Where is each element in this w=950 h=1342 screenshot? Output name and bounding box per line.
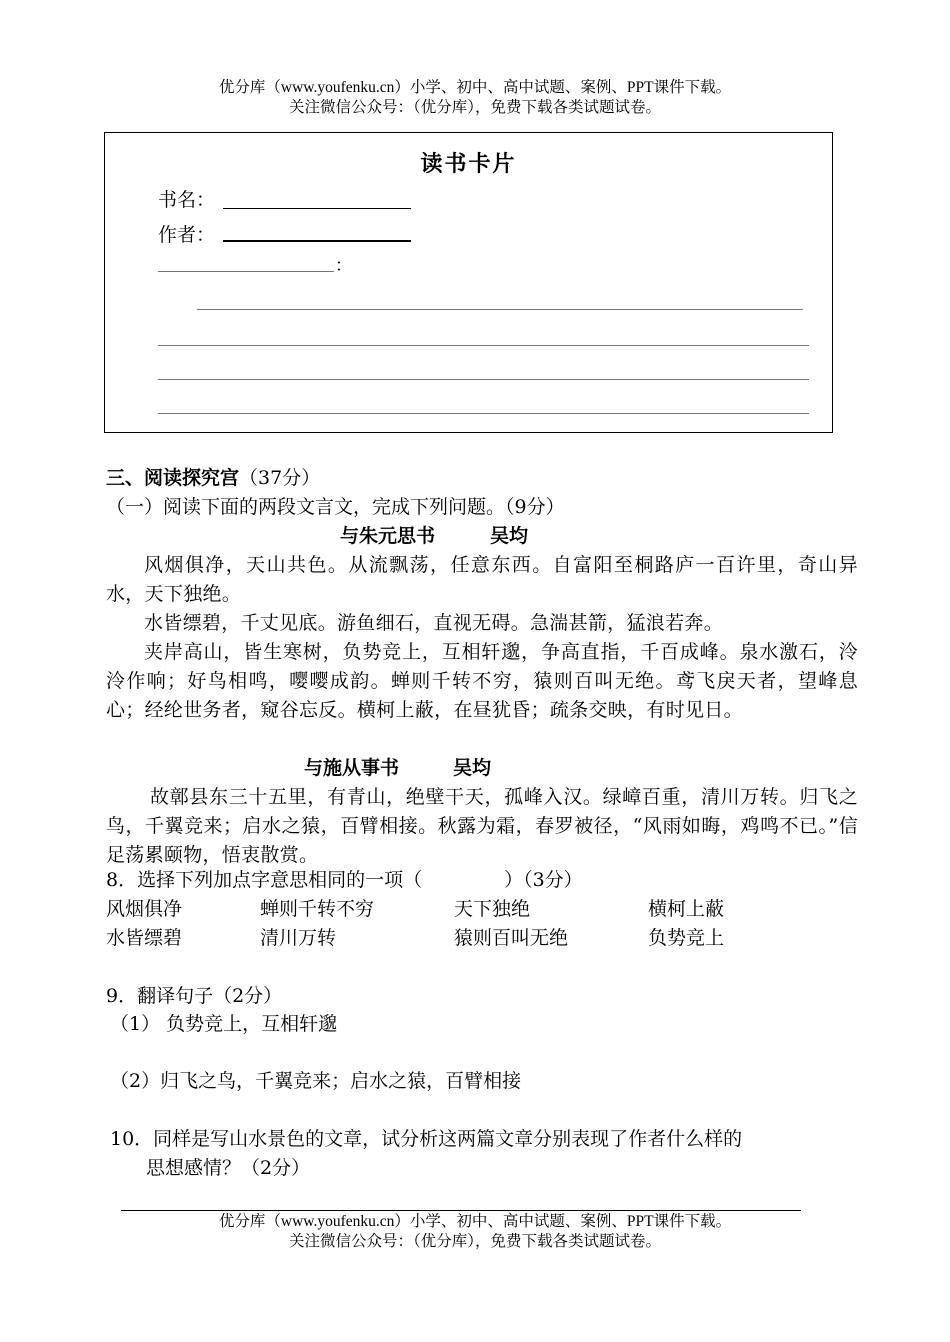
section-heading xyxy=(106,464,320,493)
text1-paragraph-3: 夹岸高山，皆生寒树，负势竞上，互相轩邈，争高直指，千百成峰。泉水激石，泠泠作响；好鸟相鸣，嘤嘤成韵。蝉则千转不穷，猿则百叫无绝。鸢飞戾天者，望峰息心；经纶世务者，窥谷忘反。横柯上蔽，在昼犹昏；疏条交映，有时见日。 xyxy=(106,641,858,721)
q8-option-b2: 清川万转 xyxy=(260,927,337,949)
author-blank[interactable] xyxy=(223,217,411,242)
q9-item-2: （2）归飞之鸟，千翼竞来；启水之猿，百臂相接 xyxy=(110,1070,522,1092)
text2-author: 吴均 xyxy=(453,757,492,779)
q8-option-a1: 风烟俱净 xyxy=(106,898,183,920)
card-write-line-4[interactable] xyxy=(158,393,809,414)
text2-paragraph-1: 故鄣县东三十五里，有青山，绝壁干天，孤峰入汉。绿嶂百重，清川万转。归飞之鸟，千翼竞来；启水之猿，百臂相接。秋露为霜，春罗被径，“风雨如晦，鸡鸣不已。”信足荡累颐物，悟衷散赏。 xyxy=(106,786,858,866)
text1-paragraph-1: 风烟俱净，天山共色。从流飘荡，任意东西。自富阳至桐路庐一百许里，奇山异水，天下独绝。 xyxy=(106,554,858,605)
footer-line-2: 关注微信公众号：（优分库），免费下载各类试题试卷。 xyxy=(288,1233,661,1250)
q8-option-b1: 水皆缥碧 xyxy=(106,927,183,949)
card-title: 读书卡片 xyxy=(420,151,517,177)
q8-stem xyxy=(106,866,583,895)
q10-line-1: 10．同样是写山水景色的文章，试分析这两篇文章分别表现了作者什么样的 xyxy=(110,1128,743,1150)
q8-stem-end: ）（3分） xyxy=(504,869,583,891)
text1-author: 吴均 xyxy=(490,525,529,547)
card-write-line-3[interactable] xyxy=(158,359,809,380)
q9-stem: 9．翻译句子（2分） xyxy=(106,985,283,1007)
card-write-line-1[interactable] xyxy=(197,289,803,310)
q8-option-b4: 负势竞上 xyxy=(648,927,725,949)
custom-heading-colon: ： xyxy=(335,256,352,276)
q8-stem-text: 8．选择下列加点字意思相同的一项（ xyxy=(106,869,423,891)
text1-title: 与朱元思书 xyxy=(340,525,436,547)
text1-paragraph-2: 水皆缥碧，千丈见底。游鱼细石，直视无碍。急湍甚箭，猛浪若奔。 xyxy=(144,612,724,634)
reading-card xyxy=(104,132,833,433)
card-write-line-2[interactable] xyxy=(158,325,809,346)
book-name-blank[interactable] xyxy=(223,185,411,209)
q8-option-a4: 横柯上蔽 xyxy=(648,898,725,920)
header-line-2: 关注微信公众号：（优分库），免费下载各类试题试卷。 xyxy=(288,99,661,116)
book-name-label: 书名： xyxy=(158,189,216,211)
q8-option-a2: 蝉则千转不穷 xyxy=(260,898,375,920)
custom-heading-blank[interactable] xyxy=(158,251,334,272)
section-score: （37分） xyxy=(239,467,321,489)
footer-line-1: 优分库（www.youfenku.cn）小学、初中、高中试题、案例、PPT课件下载。 xyxy=(218,1213,732,1230)
header-line-1: 优分库（www.youfenku.cn）小学、初中、高中试题、案例、PPT课件下载。 xyxy=(218,79,732,96)
section-title: 三、阅读探究宫 xyxy=(106,467,240,489)
q10-line-2: 思想感情？（2分） xyxy=(146,1157,311,1179)
q9-item-1: （1） 负势竞上，互相轩邈 xyxy=(110,1013,338,1035)
footer-rule xyxy=(121,1210,801,1211)
text2-title: 与施从事书 xyxy=(304,757,400,779)
part1-intro: （一）阅读下面的两段文言文，完成下列问题。（9分） xyxy=(106,496,565,518)
q8-option-b3: 猿则百叫无绝 xyxy=(454,927,569,949)
q8-option-a3: 天下独绝 xyxy=(454,898,531,920)
author-label: 作者： xyxy=(158,224,216,246)
